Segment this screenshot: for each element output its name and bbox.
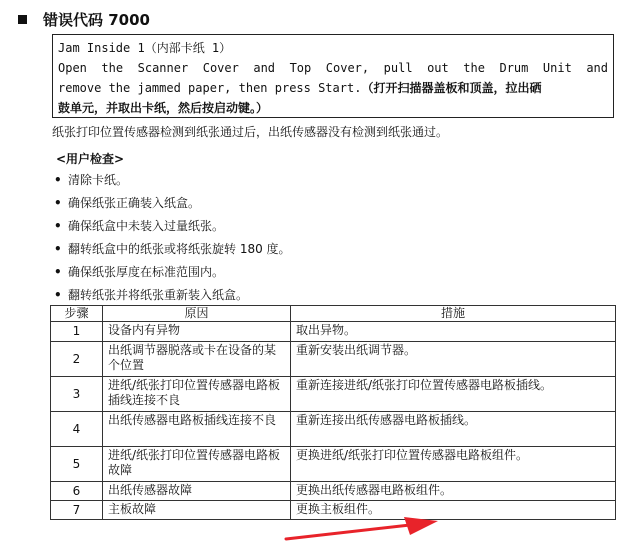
table-row bbox=[51, 412, 616, 447]
message-line-2-word: Cover, bbox=[325, 61, 370, 75]
square-bullet-icon bbox=[18, 15, 27, 24]
cause-cell: 出纸传感器电路板插线连接不良 bbox=[103, 412, 291, 447]
message-line-3-english: remove the jammed paper, then press Start. bbox=[58, 81, 362, 95]
message-line-2-word: out bbox=[427, 61, 449, 75]
table-row bbox=[51, 482, 616, 501]
dot-bullet-icon: • bbox=[54, 242, 62, 256]
action-cell: 重新连接出纸传感器电路板插线。 bbox=[291, 412, 616, 447]
dot-bullet-icon: • bbox=[54, 173, 62, 187]
header-cause: 原因 bbox=[103, 306, 291, 322]
action-cell: 重新安装出纸调节器。 bbox=[291, 342, 616, 377]
user-check-item-text: 确保纸张正确装入纸盒。 bbox=[68, 196, 201, 210]
dot-bullet-icon: • bbox=[54, 196, 62, 210]
cause-cell: 出纸调节器脱落或卡在设备的某个位置 bbox=[103, 342, 291, 377]
table-row bbox=[51, 342, 616, 377]
message-line-4: 鼓单元，并取出卡纸，然后按启动键。） bbox=[58, 101, 269, 115]
action-cell: 更换主板组件。 bbox=[291, 501, 616, 520]
dot-bullet-icon: • bbox=[54, 265, 62, 279]
header-step: 步骤 bbox=[51, 306, 103, 322]
user-check-item bbox=[54, 264, 291, 287]
red-arrow-icon bbox=[280, 515, 440, 545]
user-check-list bbox=[54, 172, 291, 310]
user-check-item-text: 翻转纸盒中的纸张或将纸张旋转 180 度。 bbox=[68, 242, 291, 256]
message-line-2-word: Drum bbox=[499, 61, 529, 75]
table-row bbox=[51, 377, 616, 412]
user-check-item-text: 清除卡纸。 bbox=[68, 173, 129, 187]
message-line-2-word: Scanner bbox=[137, 61, 189, 75]
cause-cell: 主板故障 bbox=[103, 501, 291, 520]
table-row bbox=[51, 322, 616, 342]
message-line-1: Jam Inside 1（内部卡纸 1） bbox=[58, 41, 232, 55]
cause-cell: 进纸/纸张打印位置传感器电路板故障 bbox=[103, 447, 291, 482]
error-description: 纸张打印位置传感器检测到纸张通过后，出纸传感器没有检测到纸张通过。 bbox=[52, 125, 449, 139]
action-cell: 重新连接进纸/纸张打印位置传感器电路板插线。 bbox=[291, 377, 616, 412]
user-check-item bbox=[54, 195, 291, 218]
step-cell: 5 bbox=[51, 447, 103, 482]
user-check-item bbox=[54, 172, 291, 195]
message-line-2-word: Top bbox=[289, 61, 312, 75]
dot-bullet-icon: • bbox=[54, 288, 62, 302]
error-code-title: 错误代码 7000 bbox=[43, 10, 150, 29]
action-cell: 更换进纸/纸张打印位置传感器电路板组件。 bbox=[291, 447, 616, 482]
user-check-item bbox=[54, 241, 291, 264]
step-cell: 6 bbox=[51, 482, 103, 501]
action-cell: 取出异物。 bbox=[291, 322, 616, 342]
message-line-2-word: the bbox=[463, 61, 485, 75]
message-line-2-word: Open bbox=[58, 61, 87, 75]
message-line-2-word: Cover bbox=[202, 61, 239, 75]
user-check-title: <用户检查> bbox=[56, 152, 125, 166]
message-line-3 bbox=[58, 78, 608, 98]
message-line-2-word: Unit bbox=[542, 61, 572, 75]
user-check-item-text: 确保纸张厚度在标准范围内。 bbox=[68, 265, 225, 279]
cause-cell: 进纸/纸张打印位置传感器电路板插线连接不良 bbox=[103, 377, 291, 412]
message-line-2 bbox=[58, 58, 608, 78]
header-action: 措施 bbox=[291, 306, 616, 322]
step-cell: 2 bbox=[51, 342, 103, 377]
message-line-3-chinese: （打开扫描器盖板和顶盖，拉出硒 bbox=[361, 81, 542, 95]
user-check-item-text: 确保纸盒中未装入过量纸张。 bbox=[68, 219, 225, 233]
step-cell: 3 bbox=[51, 377, 103, 412]
step-cell: 7 bbox=[51, 501, 103, 520]
message-line-2-word: and bbox=[586, 61, 608, 75]
user-check-item-text: 翻转纸张并将纸张重新装入纸盒。 bbox=[68, 288, 249, 302]
message-line-2-word: pull bbox=[383, 61, 413, 75]
troubleshooting-table bbox=[50, 305, 616, 520]
step-cell: 4 bbox=[51, 412, 103, 447]
error-code-heading bbox=[18, 8, 150, 30]
step-cell: 1 bbox=[51, 322, 103, 342]
dot-bullet-icon: • bbox=[54, 219, 62, 233]
message-line-2-word: and bbox=[253, 61, 276, 75]
cause-cell: 出纸传感器故障 bbox=[103, 482, 291, 501]
action-cell: 更换出纸传感器电路板组件。 bbox=[291, 482, 616, 501]
error-message-box bbox=[52, 34, 614, 118]
user-check-item bbox=[54, 218, 291, 241]
table-row bbox=[51, 447, 616, 482]
cause-cell: 设备内有异物 bbox=[103, 322, 291, 342]
message-line-2-word: the bbox=[101, 61, 124, 75]
table-header-row bbox=[51, 306, 616, 322]
